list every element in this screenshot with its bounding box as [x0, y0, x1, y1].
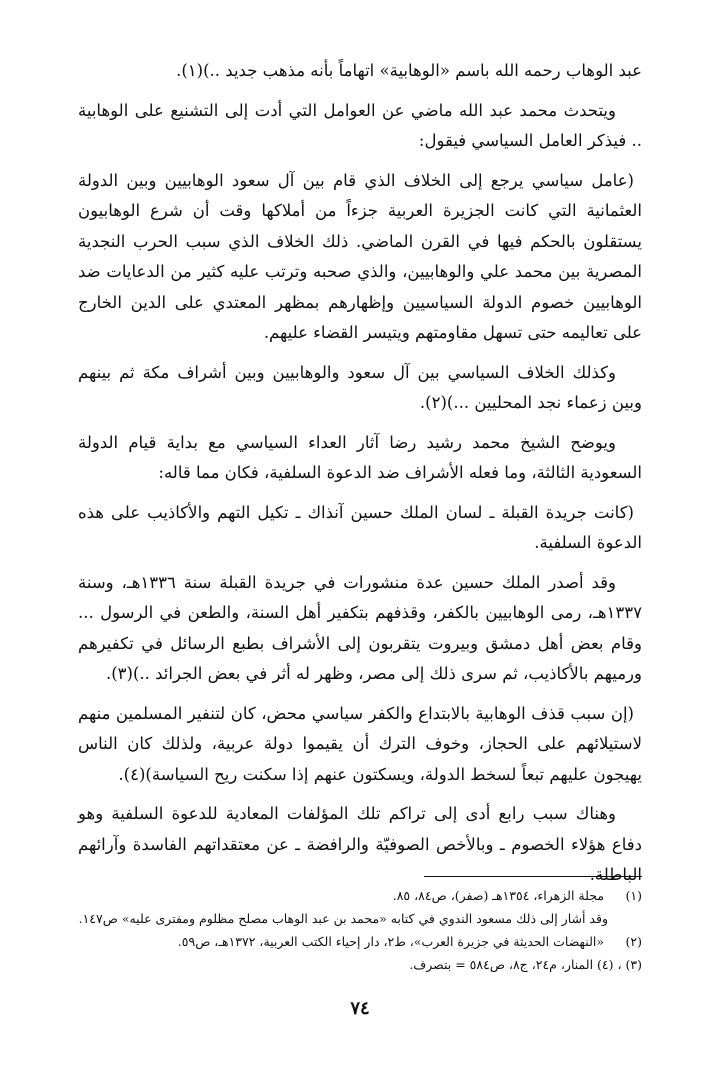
- footnote-1-continuation: وقد أشار إلى ذلك مسعود الندوي في كتابه «محمد بن عبد الوهاب مصلح مظلوم ومفترى عليه» ص١٤٧.: [78, 911, 608, 926]
- footnote-2-number: (٢): [625, 934, 642, 949]
- footnote-3-4: [78, 953, 642, 976]
- main-text: [78, 56, 642, 900]
- page-number: ٧٤: [350, 998, 370, 1019]
- paragraph-3-quote: (عامل سياسي يرجع إلى الخلاف الذي قام بين آل سعود الوهابيين وبين الدولة العثمانية التي كانت الجزيرة العربية جزءاً من أملاكها وقت أن شرع الوهابيون يستقلون بالحكم فيها في القرن الماضي. ذلك الخلاف الذي سبب الحرب النجدية المصرية بين محمد علي والوهابيين، والذي صحبه وترتب عليه كثير من الدعايات ضد الوهابيين خصوم الدولة السياسيين وإظهارهم بمظهر المعتدي على الدين الخارج على تعاليمه حتى تسهل مقاومتهم ويتيسر القضاء عليهم.: [78, 170, 642, 342]
- paragraph-8-quote: (إن سبب قذف الوهابية بالابتداع والكفر سياسي محض، كان لتنفير المسلمين منهم لاستيلائهم على الحجاز، وخوف الترك أن يقيموا دولة عربية، ولذلك كان الناس يهيجون عليهم تبعاً لسخط الدولة، ويسكتون عنهم إذا سكنت ريح السياسة)(٤).: [78, 703, 642, 784]
- paragraph-4: وكذلك الخلاف السياسي بين آل سعود والوهابيين وبين أشراف مكة ثم بينهم وبين زعماء نجد المحليين ...)(٢).: [78, 362, 642, 412]
- paragraph-2: ويتحدث محمد عبد الله ماضي عن العوامل التي أدت إلى التشنيع على الوهابية .. فيذكر العامل السياسي فيقول:: [78, 100, 642, 150]
- footnote-1-text: مجلة الزهراء، ١٣٥٤هـ (صفر)، ص٨٤، ٨٥.: [392, 888, 605, 903]
- footnote-3-4-text: المنار، م٢٤، ج٨، ص٥٨٤ = بتصرف.: [409, 957, 594, 972]
- footnotes: [78, 884, 642, 976]
- footnote-divider: [424, 876, 642, 877]
- footnote-3-4-number: (٣) ، (٤): [597, 957, 642, 972]
- paragraph-7: وقد أصدر الملك حسين عدة منشورات في جريدة القبلة سنة ١٣٣٦هـ، وسنة ١٣٣٧هـ، رمى الوهابيين بالكفر، وقذفهم بتكفير أهل السنة، والطعن في الرسول ... وقام بعض أهل دمشق وبيروت يتقربون إلى الأشراف بطبع الرسائل في تكفيرهم ورميهم بالأكاذيب، ثم سرى ذلك إلى مصر، وظهر له أثر في بعض الجرائد ..)(٣).: [78, 572, 642, 683]
- footnote-2: [78, 930, 642, 953]
- paragraph-5: ويوضح الشيخ محمد رشيد رضا آثار العداء السياسي مع بداية قيام الدولة السعودية الثالثة، وما فعله الأشراف ضد الدعوة السلفية، فكان مما قاله:: [78, 432, 642, 482]
- paragraph-9: وهناك سبب رابع أدى إلى تراكم تلك المؤلفات المعادية للدعوة السلفية وهو دفاع هؤلاء الخصوم ـ وبالأخص الصوفيّة والرافضة ـ عن معتقداتهم الفاسدة وآرائهم الباطلة.: [78, 804, 642, 884]
- footnote-1-number: (١): [625, 888, 642, 903]
- paragraph-1: عبد الوهاب رحمه الله باسم «الوهابية» اتهاماً بأنه مذهب جديد ..)(١).: [176, 61, 642, 80]
- paragraph-6-quote: (كانت جريدة القبلة ـ لسان الملك حسين آنذاك ـ تكيل التهم والأكاذيب على هذه الدعوة السلفية.: [78, 502, 642, 552]
- footnote-2-text: «النهضات الحديثة في جزيرة العرب»، ط٢، دار إحياء الكتب العربية، ١٣٧٢هـ، ص٥٩.: [177, 934, 605, 949]
- footnote-1: [78, 884, 642, 907]
